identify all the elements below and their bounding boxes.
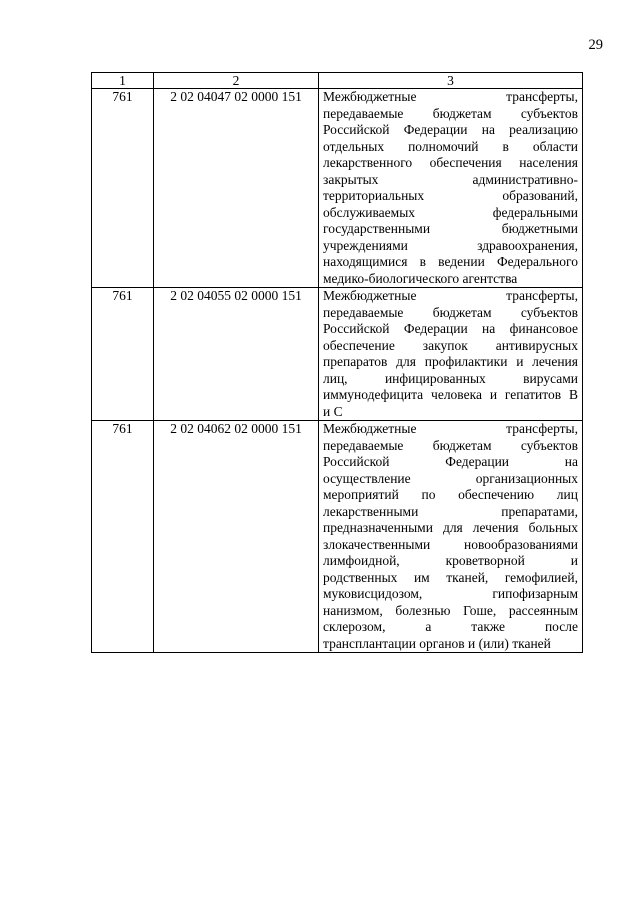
column-header-3: 3 — [319, 73, 583, 89]
description-line: трансплантации органов и (или) тканей — [323, 635, 551, 651]
description-line: отдельных полномочий в области — [323, 138, 578, 154]
table-row — [92, 288, 583, 421]
description-line: мероприятий по обеспечению лиц — [323, 487, 578, 502]
revenue-description-cell — [319, 288, 583, 421]
description-line: медико-биологического агентства — [323, 270, 518, 286]
description-line: нанизмом, болезнью Гоше, рассеянным — [323, 602, 578, 618]
column-header-2: 2 — [154, 73, 319, 89]
column-header-1: 1 — [92, 73, 154, 89]
description-line: обслуживаемых федеральными — [323, 204, 578, 220]
administrator-code-cell: 761 — [92, 421, 154, 653]
description-line: лекарственными препаратами, — [323, 503, 578, 519]
table-header-row — [92, 73, 583, 89]
page-number: 29 — [588, 37, 603, 53]
description-line: осуществление организационных — [323, 470, 578, 486]
description-line: закрытых административно- — [323, 171, 578, 187]
description-line: родственных им тканей, гемофилией, — [323, 569, 578, 585]
description-line: муковисцидозом, гипофизарным — [323, 586, 578, 601]
administrator-code-cell: 761 — [92, 89, 154, 288]
description-line: передаваемые бюджетам субъектов — [323, 304, 578, 320]
description-line: государственными бюджетными — [323, 221, 578, 236]
description-line: препаратов для профилактики и лечения — [323, 354, 578, 369]
description-line: лимфоидной, кроветворной и — [323, 553, 578, 568]
description-line: Российской Федерации на финансовое — [323, 321, 578, 336]
description-line: Межбюджетные трансферты, — [323, 421, 578, 436]
description-line: Российской Федерации на реализацию — [323, 122, 578, 137]
description-line: Российской Федерации на — [323, 454, 578, 469]
description-line: лиц, инфицированных вирусами — [323, 370, 578, 386]
description-line: иммунодефицита человека и гепатитов В — [323, 387, 578, 402]
budget-classification-table — [91, 72, 583, 653]
description-line: лекарственного обеспечения населения — [323, 155, 578, 170]
description-line: Межбюджетные трансферты, — [323, 288, 578, 303]
revenue-description-cell — [319, 421, 583, 653]
description-line: обеспечение закупок антивирусных — [323, 337, 578, 353]
description-line: территориальных образований, — [323, 188, 578, 203]
description-line: предназначенными для лечения больных — [323, 520, 578, 535]
description-line: и С — [323, 403, 343, 419]
revenue-description-cell — [319, 89, 583, 288]
description-line: передаваемые бюджетам субъектов — [323, 105, 578, 121]
revenue-code-cell: 2 02 04055 02 0000 151 — [154, 288, 319, 421]
revenue-code-cell: 2 02 04062 02 0000 151 — [154, 421, 319, 653]
description-line: склерозом, а также после — [323, 619, 578, 634]
administrator-code-cell: 761 — [92, 288, 154, 421]
description-line: находящимися в ведении Федерального — [323, 254, 578, 269]
description-line: злокачественными новообразованиями — [323, 536, 578, 552]
table-row — [92, 89, 583, 288]
description-line: Межбюджетные трансферты, — [323, 89, 578, 104]
revenue-code-cell: 2 02 04047 02 0000 151 — [154, 89, 319, 288]
description-line: учреждениями здравоохранения, — [323, 237, 578, 253]
table-row — [92, 421, 583, 653]
description-line: передаваемые бюджетам субъектов — [323, 437, 578, 453]
